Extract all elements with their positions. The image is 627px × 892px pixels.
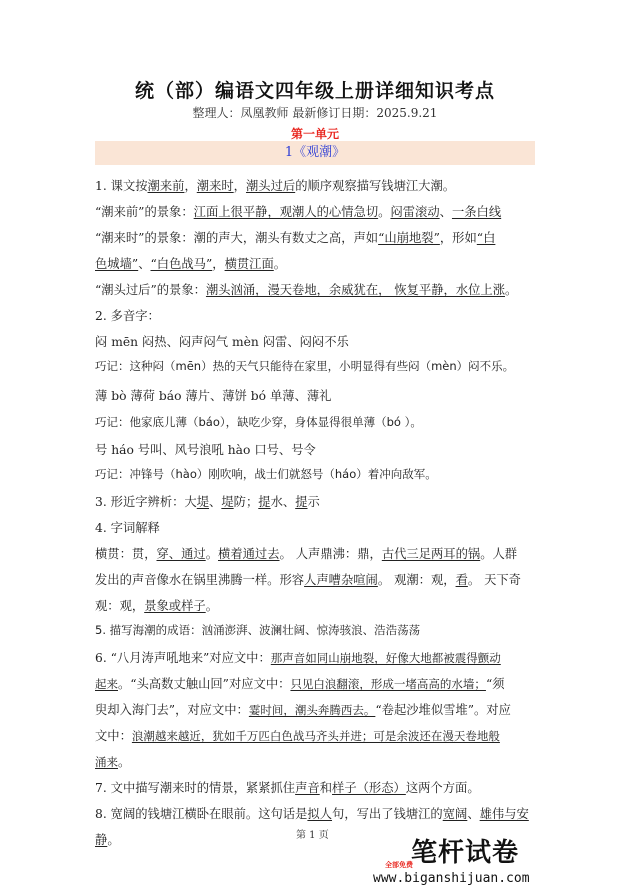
text-line xyxy=(95,306,160,324)
underlined-answer: 古代三足两耳的锅 xyxy=(381,547,481,561)
text-line xyxy=(95,386,331,404)
text-line xyxy=(95,280,517,298)
underlined-answer: 堤 xyxy=(196,495,210,509)
text-segment: 号 háo 号叫、风号浪吼 hào 口号、号令 xyxy=(95,443,316,457)
text-segment: 7. 文中描写潮来时的情景，紧紧抓住 xyxy=(95,781,296,795)
underlined-answer: 起来 xyxy=(95,677,118,691)
text-segment: 和 xyxy=(319,781,333,795)
underlined-answer: 样子（形态） xyxy=(332,781,406,795)
underlined-answer: 声音 xyxy=(295,781,320,795)
text-segment: 。 xyxy=(118,755,131,769)
text-segment: 、 xyxy=(467,807,480,821)
text-line xyxy=(95,332,349,350)
text-segment: 句，写出了钱塘江的 xyxy=(332,807,443,821)
text-segment: 的顺序观察描写钱塘江大潮。 xyxy=(295,179,456,193)
text-segment: ， xyxy=(233,179,246,193)
text-line xyxy=(95,440,316,458)
underlined-answer: 浪潮越来越近，犹如千万匹白色战马齐头并进；可是余波还在漫天卷地般 xyxy=(131,729,500,743)
text-line xyxy=(95,466,437,482)
document-subtitle: 整理人：凤凰教师 最新修订日期：2025.9.21 xyxy=(192,106,438,120)
underlined-answer: 只见白浪翻滚，形成一堵高高的水墙； xyxy=(290,677,486,691)
text-segment: ， xyxy=(212,257,225,271)
underlined-answer: 提 xyxy=(258,495,271,509)
text-segment: 、 xyxy=(439,205,452,219)
text-line xyxy=(95,726,500,744)
text-segment: “潮头过后”的景象： xyxy=(95,283,206,297)
underlined-answer: 看 xyxy=(455,573,468,587)
text-segment: 。“头高数丈触山回”对应文中： xyxy=(118,677,291,691)
underlined-answer: 潮头汹涌，漫天卷地，余威犹在， 恢复平静，水位上涨 xyxy=(205,283,505,297)
underlined-answer: 潮来前 xyxy=(147,179,185,193)
text-segment: 。 xyxy=(205,547,219,561)
text-segment: 臾却入海门去”，对应文中： xyxy=(95,703,249,717)
watermark-brand: 笔杆试卷 xyxy=(411,838,520,868)
text-line xyxy=(95,254,286,272)
underlined-answer: 穿、通过 xyxy=(156,547,206,561)
text-line xyxy=(95,202,501,220)
text-segment: 闷 mēn 闷热、闷声闷气 mèn 闷雷、闷闷不乐 xyxy=(95,335,349,349)
text-segment: 5. 描写海潮的成语：汹涌澎湃、波澜壮阔、惊涛骇浪、浩浩荡荡 xyxy=(95,623,421,637)
text-segment: 巧记：这种闷（mēn）热的天气只能待在家里，小明显得有些闷（mèn）闷不乐。 xyxy=(95,359,515,373)
text-segment: 、 xyxy=(209,495,222,509)
underlined-answer: 横贯江面 xyxy=(224,257,274,271)
underlined-answer: 拟人 xyxy=(307,807,333,821)
text-segment: “潮来前”的景象： xyxy=(95,205,194,219)
underlined-answer: 人声嘈杂喧闹 xyxy=(304,573,378,587)
underlined-answer: 霎时间，潮头奔腾西去。 xyxy=(248,703,376,717)
text-segment: 。 人声鼎沸：鼎， xyxy=(279,547,382,561)
underlined-answer: 闷雷滚动 xyxy=(390,205,440,219)
page-number: 第 1 页 xyxy=(296,830,329,841)
underlined-answer: 雄伟与安 xyxy=(479,807,529,821)
text-line xyxy=(95,778,480,796)
text-line xyxy=(95,358,514,374)
text-line xyxy=(95,544,517,562)
underlined-answer: 潮来时 xyxy=(196,179,234,193)
underlined-answer: 静 xyxy=(95,833,108,847)
underlined-answer: 堤 xyxy=(221,495,234,509)
underlined-answer: 景象或样子 xyxy=(144,599,206,613)
text-line xyxy=(95,830,120,848)
underlined-answer: 潮头过后 xyxy=(245,179,296,193)
text-line xyxy=(95,648,501,666)
text-segment: 8. 宽阔的钱塘江横卧在眼前。这句话是 xyxy=(95,807,308,821)
text-segment: 薄 bò 薄荷 báo 薄片、薄饼 bó 单薄、薄礼 xyxy=(95,389,332,403)
document-title: 统（部）编语文四年级上册详细知识考点 xyxy=(134,80,495,102)
text-segment: 。 天下奇 xyxy=(467,573,521,587)
lesson-title: 1《观潮》 xyxy=(284,145,346,160)
text-segment: “潮来时”的景象：潮的声大，潮头有数丈之高，声如 xyxy=(95,231,379,245)
text-line xyxy=(95,414,422,430)
underlined-answer: 宽阔 xyxy=(442,807,468,821)
text-segment: 水、 xyxy=(270,495,296,509)
text-segment: 示 xyxy=(307,495,320,509)
text-segment: 文中： xyxy=(95,729,132,743)
text-line xyxy=(95,228,495,246)
text-segment: ，形如 xyxy=(439,231,477,245)
text-segment: 。 xyxy=(205,599,219,613)
text-segment: “卷起沙堆似雪堆”。对应 xyxy=(375,703,511,717)
text-line xyxy=(95,570,521,588)
text-segment: 观：观， xyxy=(95,599,145,613)
underlined-answer: 涌来 xyxy=(95,755,118,769)
text-segment: 1. 课文按 xyxy=(95,179,148,193)
text-segment: 。 xyxy=(505,283,518,297)
text-segment: 。 观潮：观， xyxy=(377,573,456,587)
text-segment: 。 xyxy=(107,833,120,847)
text-segment: 。 xyxy=(378,205,391,219)
underlined-answer: 一条白线 xyxy=(451,205,502,219)
text-segment: 3. 形近字辨析：大 xyxy=(95,495,197,509)
text-line xyxy=(95,492,320,510)
text-line xyxy=(95,176,455,194)
text-line xyxy=(95,622,420,638)
text-line xyxy=(95,518,160,536)
text-segment: ， xyxy=(184,179,197,193)
underlined-answer: 那声音如同山崩地裂，好像大地都被震得颤动 xyxy=(270,651,501,665)
text-segment: 2. 多音字： xyxy=(95,309,160,323)
text-segment: 6. “八月涛声吼地来”对应文中： xyxy=(95,651,271,665)
watermark-tag: 全部免费 xyxy=(385,861,413,869)
text-segment: 4. 字词解释 xyxy=(95,521,160,535)
text-segment: 巧记：他家底儿薄（báo），缺吃少穿，身体显得很单薄（bó ）。 xyxy=(95,415,422,429)
text-segment: 发出的声音像水在锅里沸腾一样。形容 xyxy=(95,573,305,587)
unit-heading: 第一单元 xyxy=(290,127,339,141)
text-segment: “须 xyxy=(485,677,505,691)
lesson-heading-bar xyxy=(95,141,535,165)
underlined-answer: 江面上很平静，观潮人的心情急切 xyxy=(193,205,379,219)
text-line xyxy=(95,596,218,614)
text-segment: 防； xyxy=(233,495,259,509)
text-line xyxy=(95,752,130,770)
text-line xyxy=(95,674,505,692)
text-segment: 。人群 xyxy=(480,547,518,561)
text-segment: 这两个方面。 xyxy=(405,781,480,795)
text-segment: 、 xyxy=(138,257,151,271)
underlined-answer: “白 xyxy=(476,231,496,245)
text-segment: 。 xyxy=(273,257,287,271)
underlined-answer: 色城墙” xyxy=(95,257,139,271)
text-line xyxy=(95,804,529,822)
text-line xyxy=(95,700,511,718)
watermark-url: www.biganshijuan.com xyxy=(373,871,530,886)
text-segment: 横贯：贯， xyxy=(95,547,157,561)
underlined-answer: “白色战马” xyxy=(150,257,213,271)
text-segment: 巧记：冲锋号（hào）刚吹响，战士们就怒号（háo）着冲向敌军。 xyxy=(95,467,437,481)
underlined-answer: 横着通过去 xyxy=(218,547,280,561)
underlined-answer: 提 xyxy=(295,495,308,509)
underlined-answer: “山崩地裂” xyxy=(378,231,440,245)
